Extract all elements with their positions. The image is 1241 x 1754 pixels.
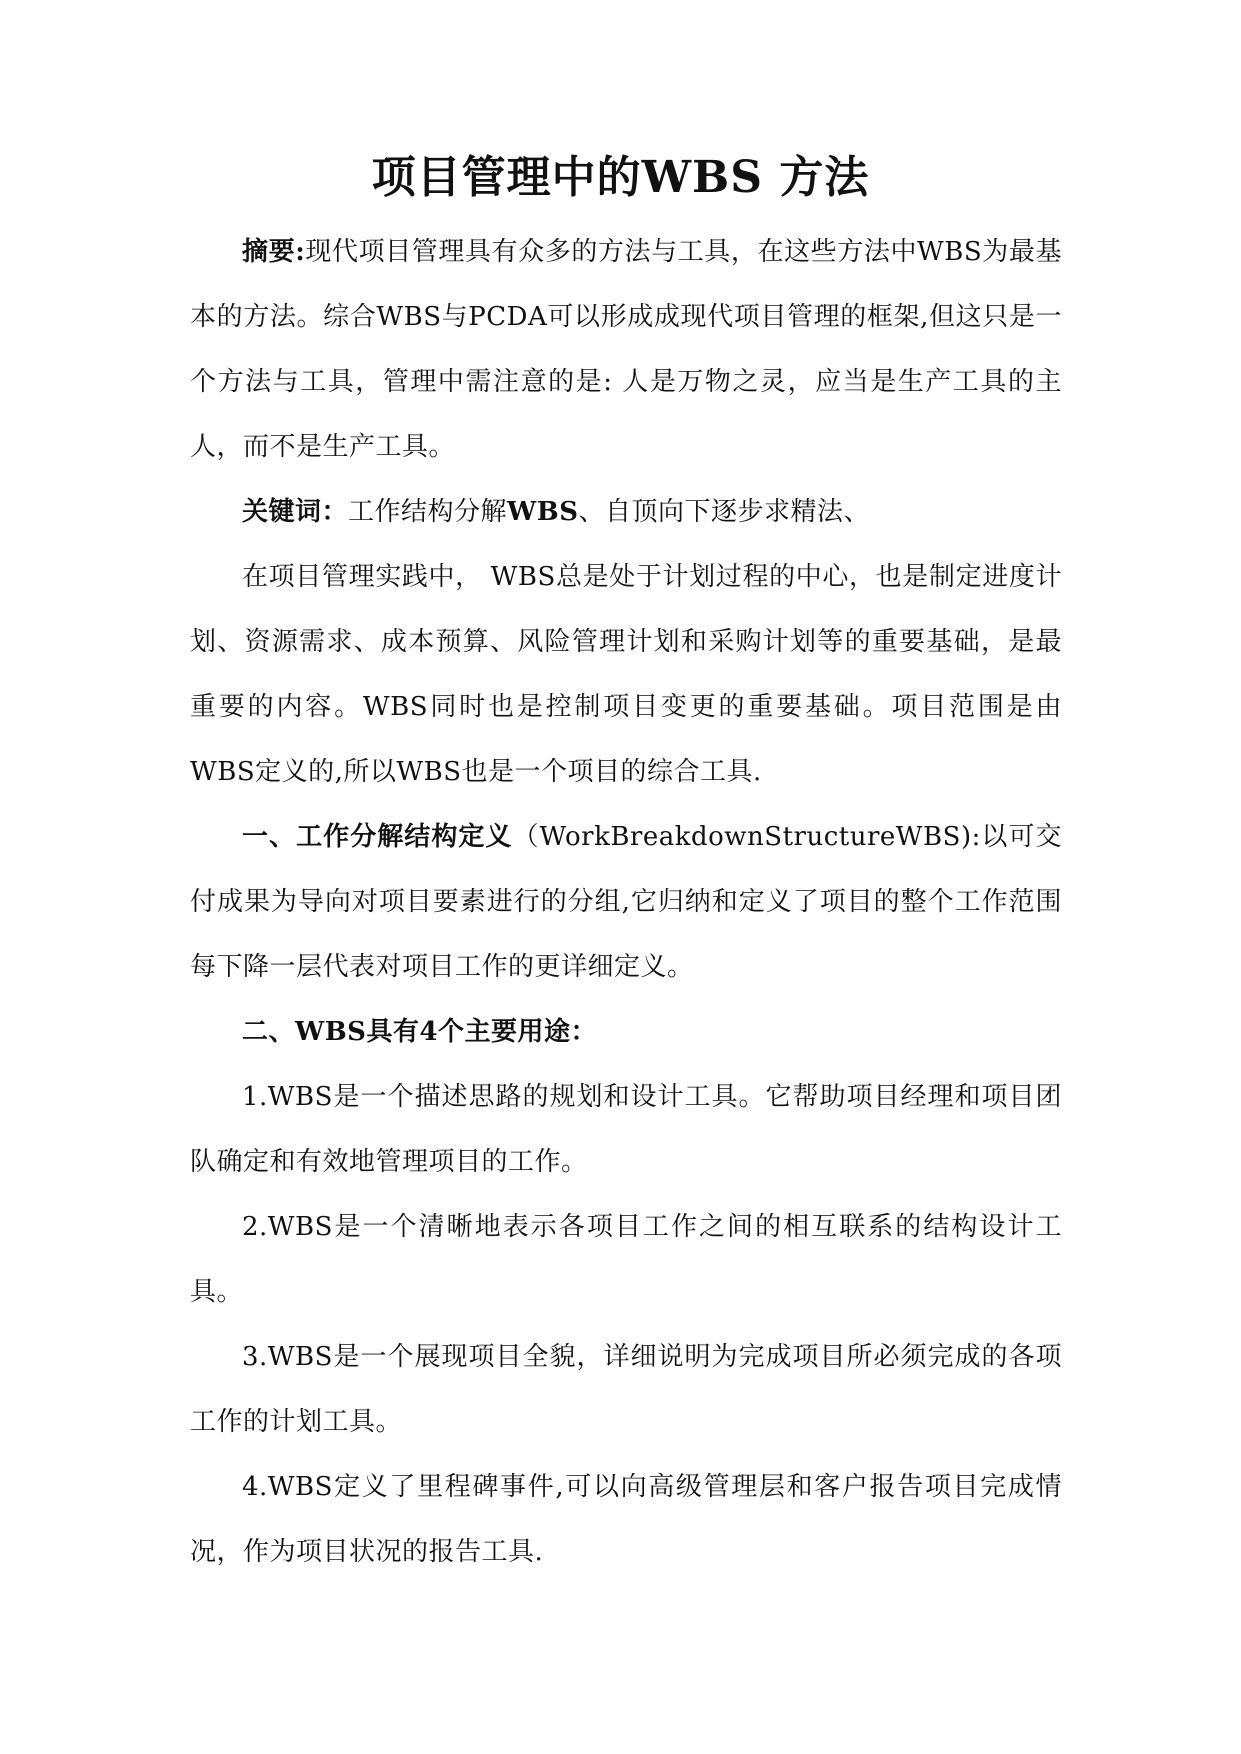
list-item: 1.WBS是一个描述思路的规划和设计工具。它帮助项目经理和项目团队确定和有效地管理项目的工作。: [190, 1082, 1062, 1177]
intro-paragraph: 在项目管理实践中， WBS总是处于计划过程的中心，也是制定进度计划、资源需求、成本预算、风险管理计划和采购计划等的重要基础，是最重要的内容。WBS同时也是控制项目变更的重要基础。项目范围是由WBS定义的,所以WBS也是一个项目的综合工具.: [190, 562, 1062, 787]
keywords-text-before: 工作结构分解: [348, 497, 508, 527]
document-title: 项目管理中的WBS 方法: [371, 152, 870, 203]
keywords-label: 关键词：: [242, 497, 349, 527]
document-body: [190, 220, 1062, 1585]
section2-heading: 二、WBS具有4个主要用途：: [242, 1017, 598, 1047]
section1-heading: 一、工作分解结构定义: [242, 822, 513, 852]
keywords-bold-term: WBS: [507, 497, 579, 527]
section1-paragraph: [190, 805, 1062, 1000]
list-item: 3.WBS是一个展现项目全貌，详细说明为完成项目所必须完成的各项工作的计划工具。: [190, 1342, 1062, 1437]
abstract-label: 摘要:: [242, 237, 306, 267]
list-item: 4.WBS定义了里程碑事件,可以向高级管理层和客户报告项目完成情况，作为项目状况的报告工具.: [190, 1472, 1062, 1567]
abstract-paragraph: [190, 220, 1062, 480]
keywords-paragraph: [190, 480, 1062, 545]
section1-text: （WorkBreakdownStructureWBS):以可交付成果为导向对项目要素进行的分组,它归纳和定义了项目的整个工作范围每下降一层代表对项目工作的更详细定义。: [190, 822, 1062, 982]
keywords-text-after: 、自顶向下逐步求精法、: [578, 497, 870, 527]
list-item: 2.WBS是一个清晰地表示各项目工作之间的相互联系的结构设计工具。: [190, 1212, 1062, 1307]
abstract-text: 现代项目管理具有众多的方法与工具，在这些方法中WBS为最基本的方法。综合WBS与PCDA可以形成成现代项目管理的框架,但这只是一个方法与工具，管理中需注意的是: 人是万物之灵，应当是生产工具的主人，而不是生产工具。: [190, 237, 1062, 462]
